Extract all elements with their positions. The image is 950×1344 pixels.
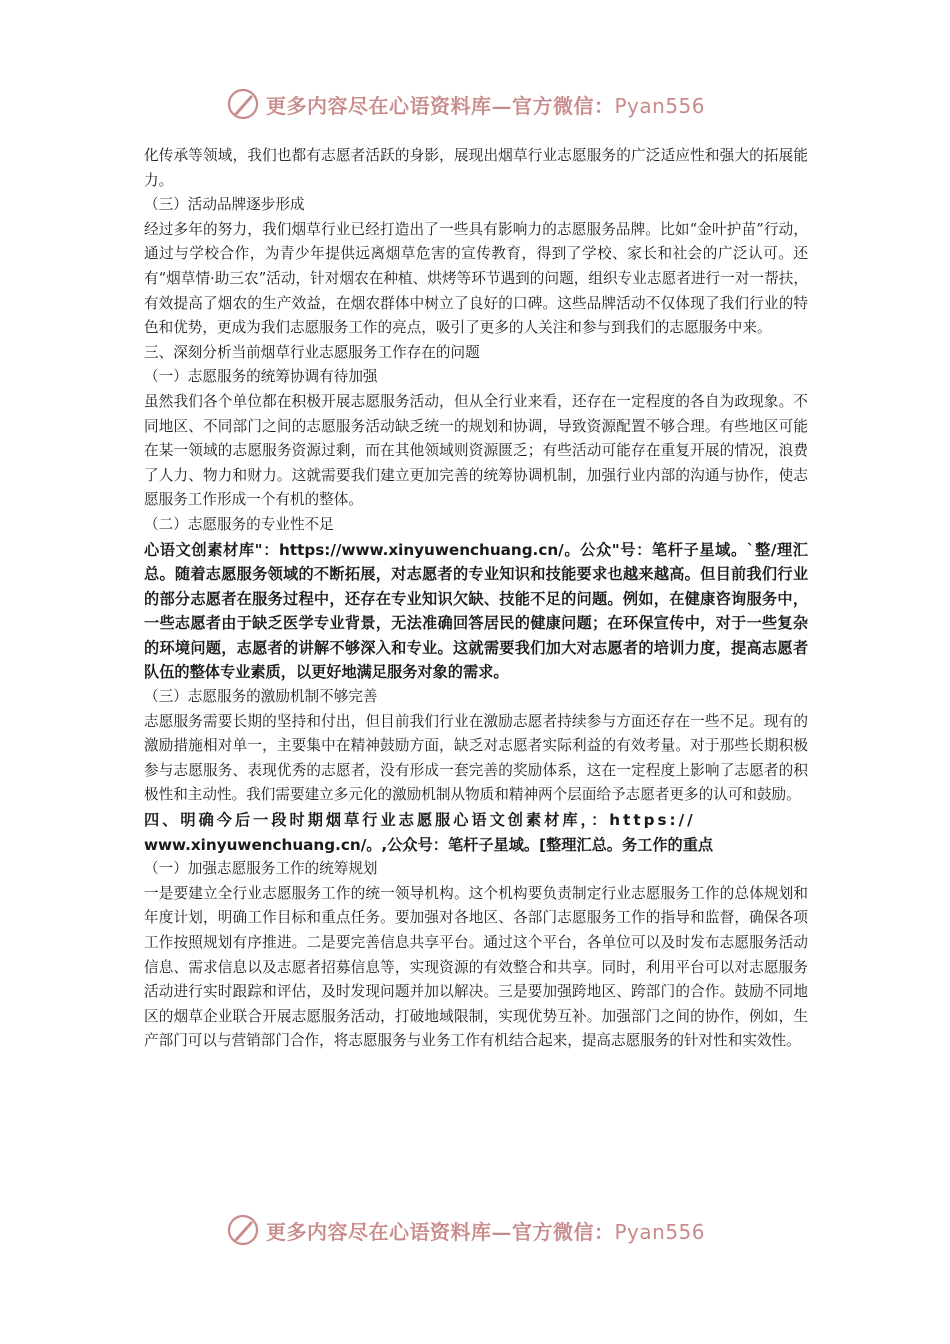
wechat-id: Pyan556 [614, 93, 706, 118]
banner-text: 更多内容尽在心语资料库—官方微信：Pyan556 [266, 93, 706, 118]
wechat-id: Pyan556 [614, 1219, 706, 1244]
header-banner [226, 84, 746, 124]
footer-banner [226, 1210, 746, 1250]
paragraph-intro-continuation: 化传承等领域，我们也都有志愿者活跃的身影，展现出烟草行业志愿服务的广泛适应性和强大的拓展能力。 [144, 147, 808, 189]
quill-pen-logo-icon [226, 1213, 260, 1247]
paragraph-professionalism: 心语文创素材库"：https://www.xinyuwenchuang.cn/。公众"号：笔杆子星域。`整/理汇总。随着志愿服务领域的不断拓展，对志愿者的专业知识和技能要求也越来越高。但目前我们行业的部分志愿者在服务过程中，还存在专业知识欠缺、技能不足的问题。例如，在健康咨询服务中，一些志愿者由于缺乏医学专业背景，无法准确回答居民的健康问题；在环保宣传中，对于一些复杂的环境问题，志愿者的讲解不够深入和专业。这就需要我们加大对志愿者的培训力度，提高志愿者队伍的整体专业素质，以更好地满足服务对象的需求。 [144, 540, 808, 682]
paragraph-coordination: 虽然我们各个单位都在积极开展志愿服务活动，但从全行业来看，还存在一定程度的各自为政现象。不同地区、不同部门之间的志愿服务活动缺乏统一的规划和协调，导致资源配置不够合理。有些地区可能在某一领域的志愿服务资源过剩，而在其他领域则资源匮乏；有些活动可能存在重复开展的情况，浪费了人力、物力和财力。这就需要我们建立更加完善的统筹协调机制，加强行业内部的沟通与协作，使志愿服务工作形成一个有机的整体。 [144, 392, 808, 509]
subheading-brand: （三）活动品牌逐步形成 [144, 196, 305, 214]
subheading-planning: （一）加强志愿服务工作的统筹规划 [144, 860, 378, 878]
section-heading-3: 三、深刻分析当前烟草行业志愿服务工作存在的问题 [144, 343, 480, 361]
subheading-coordination: （一）志愿服务的统筹协调有待加强 [144, 368, 378, 386]
banner-text: 更多内容尽在心语资料库—官方微信：Pyan556 [266, 1219, 706, 1244]
paragraph-incentive: 志愿服务需要长期的坚持和付出，但目前我们行业在激励志愿者持续参与方面还存在一些不足。现有的激励措施相对单一，主要集中在精神鼓励方面，缺乏对志愿者实际利益的有效考量。对于那些长期积极参与志愿服务、表现优秀的志愿者，没有形成一套完善的奖励体系，这在一定程度上影响了志愿者的积极性和主动性。我们需要建立多元化的激励机制从物质和精神两个层面给予志愿者更多的认可和鼓励。 [144, 712, 808, 804]
section-heading-4-line1: 四、明确今后一段时期烟草行业志愿服心语文创素材库，：https:// [144, 811, 696, 830]
quill-pen-logo-icon [226, 87, 260, 121]
document-body [144, 144, 808, 1054]
subheading-incentive: （三）志愿服务的激励机制不够完善 [144, 688, 378, 706]
paragraph-planning: 一是要建立全行业志愿服务工作的统一领导机构。这个机构要负责制定行业志愿服务工作的总体规划和年度计划，明确工作目标和重点任务。要加强对各地区、各部门志愿服务工作的指导和监督，确保各项工作按照规划有序推进。二是要完善信息共享平台。通过这个平台，各单位可以及时发布志愿服务活动信息、需求信息以及志愿者招募信息等，实现资源的有效整合和共享。同时，利用平台可以对志愿服务活动进行实时跟踪和评估，及时发现问题并加以解决。三是要加强跨地区、跨部门的合作。鼓励不同地区的烟草企业联合开展志愿服务活动，打破地域限制，实现优势互补。加强部门之间的协作，例如，生产部门可以与营销部门合作，将志愿服务与业务工作有机结合起来，提高志愿服务的针对性和实效性。 [144, 884, 808, 1050]
subheading-professionalism: （二）志愿服务的专业性不足 [144, 515, 334, 533]
section-heading-4-line2: www.xinyuwenchuang.cn/。,公众号：笔杆子星域。[整理汇总。务工作的重点 [144, 835, 714, 854]
paragraph-brand: 经过多年的努力，我们烟草行业已经打造出了一些具有影响力的志愿服务品牌。比如“金叶护苗”行动，通过与学校合作，为青少年提供远离烟草危害的宣传教育，得到了学校、家长和社会的广泛认可。还有“烟草情·助三农”活动，针对烟农在种植、烘烤等环节遇到的问题，组织专业志愿者进行一对一帮扶，有效提高了烟农的生产效益，在烟农群体中树立了良好的口碑。这些品牌活动不仅体现了我们行业的特色和优势，更成为我们志愿服务工作的亮点，吸引了更多的人关注和参与到我们的志愿服务中来。 [144, 220, 808, 337]
